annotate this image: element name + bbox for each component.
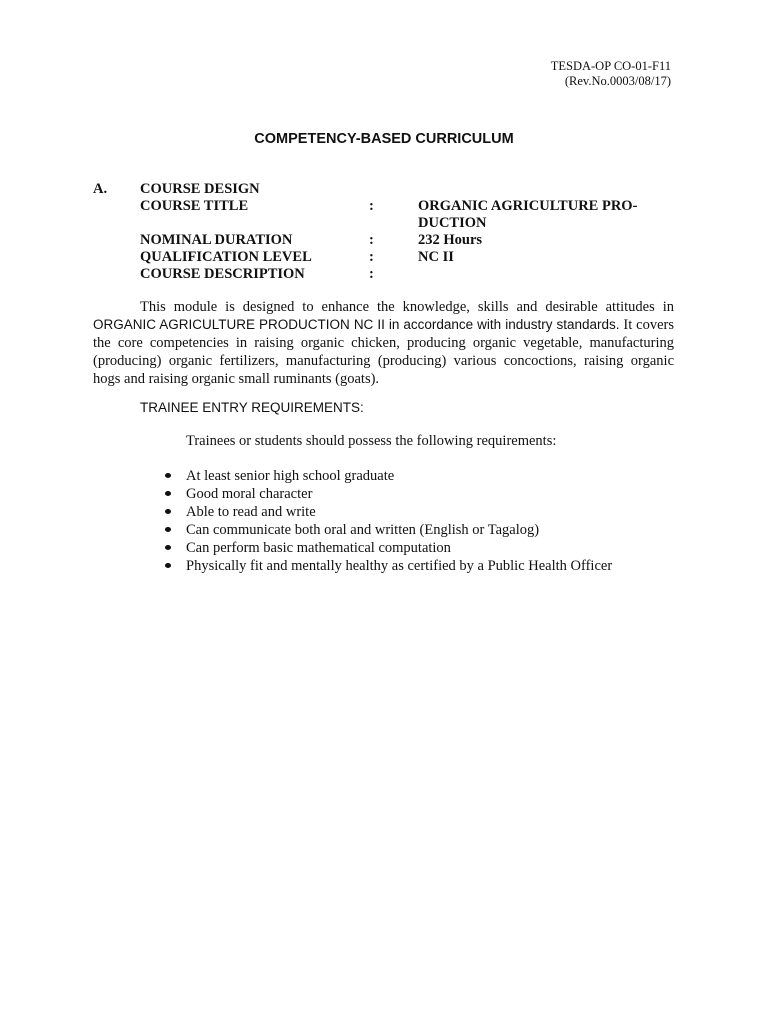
course-design-section <box>93 181 683 283</box>
trainee-requirements-intro: Trainees or students should possess the following requirements: <box>186 433 557 449</box>
bullet-icon <box>165 563 171 568</box>
description-text-1: This module is designed to enhance the knowledge, skills and desirable attitudes in <box>140 299 674 315</box>
colon: : <box>369 232 374 248</box>
revision-number: (Rev.No.0003/08/17) <box>564 74 671 88</box>
qualification-level-row <box>93 249 683 266</box>
qualification-level-value: NC II <box>418 249 454 265</box>
nominal-duration-row <box>93 232 683 249</box>
description-text-caps: ORGANIC AGRICULTURE PRODUCTION NC II in accordance with industry standards. <box>93 317 620 332</box>
document-code-block <box>551 59 671 89</box>
course-title-row <box>93 198 683 232</box>
course-title-value: ORGANIC AGRICULTURE PRO- DUCTION <box>418 198 638 231</box>
course-design-heading-row <box>93 181 683 198</box>
document-page: TESDA-OP CO-01-F11 (Rev.No.0003/08/17) COMPETENCY-BASED CURRICULUM A. COURSE DESIGN COURSE TITLE : ORGANIC AGRICULTURE PRO- DUCTION NOMINAL DURATION : 232 Hours QUALIFICATION LEVEL : NC II COURSE DESCRIPTION : This module is designed to enhance the knowledge, skills and desirable attitudes in ORGANIC AGRICULTURE PRODUCTION NC II in accordance with industry standards. It covers the core competencies in raising organic chicken, producing organic vegetable, manufacturing (producing) organic fertilizers, manufacturing (producing) various concoctions, raising organic hogs and raising organic small ruminants (goats). TRAINEE ENTRY REQUIREMENTS: Trainees or students should possess the following requirements: At least senior high school graduate Good moral character Able to read and write Can communicate both oral and written (English or Tagalog) Can perform basic mathematical computation Physically fit and mentally healthy as certified by a Public Health Officer <box>0 0 768 1024</box>
course-description-paragraph <box>93 298 674 388</box>
trainee-requirements-heading: TRAINEE ENTRY REQUIREMENTS: <box>140 400 364 415</box>
course-description-label: COURSE DESCRIPTION <box>140 266 305 282</box>
section-letter: A. <box>93 181 108 197</box>
bullet-icon <box>165 545 171 550</box>
nominal-duration-label: NOMINAL DURATION <box>140 232 293 248</box>
colon: : <box>369 198 374 214</box>
course-description-row <box>93 266 683 283</box>
section-heading: COURSE DESIGN <box>140 181 260 197</box>
colon: : <box>369 249 374 265</box>
description-text-2: It covers the core competencies in raising organic chicken, producing organic vegetable, manufacturing (producing) organic fertilizers, manufacturing (producing) various concoctions, raising organic hogs and raising organic small ruminants (goats). <box>93 317 675 387</box>
bullet-icon <box>165 473 171 478</box>
bullet-icon <box>165 509 171 514</box>
page-title: COMPETENCY-BASED CURRICULUM <box>254 131 514 147</box>
bullet-icon <box>165 527 171 532</box>
qualification-level-label: QUALIFICATION LEVEL <box>140 249 312 265</box>
nominal-duration-value: 232 Hours <box>418 232 483 248</box>
course-title-label: COURSE TITLE <box>140 198 249 214</box>
document-code: TESDA-OP CO-01-F11 <box>550 59 671 73</box>
colon: : <box>369 266 374 282</box>
bullet-icon <box>165 491 171 496</box>
